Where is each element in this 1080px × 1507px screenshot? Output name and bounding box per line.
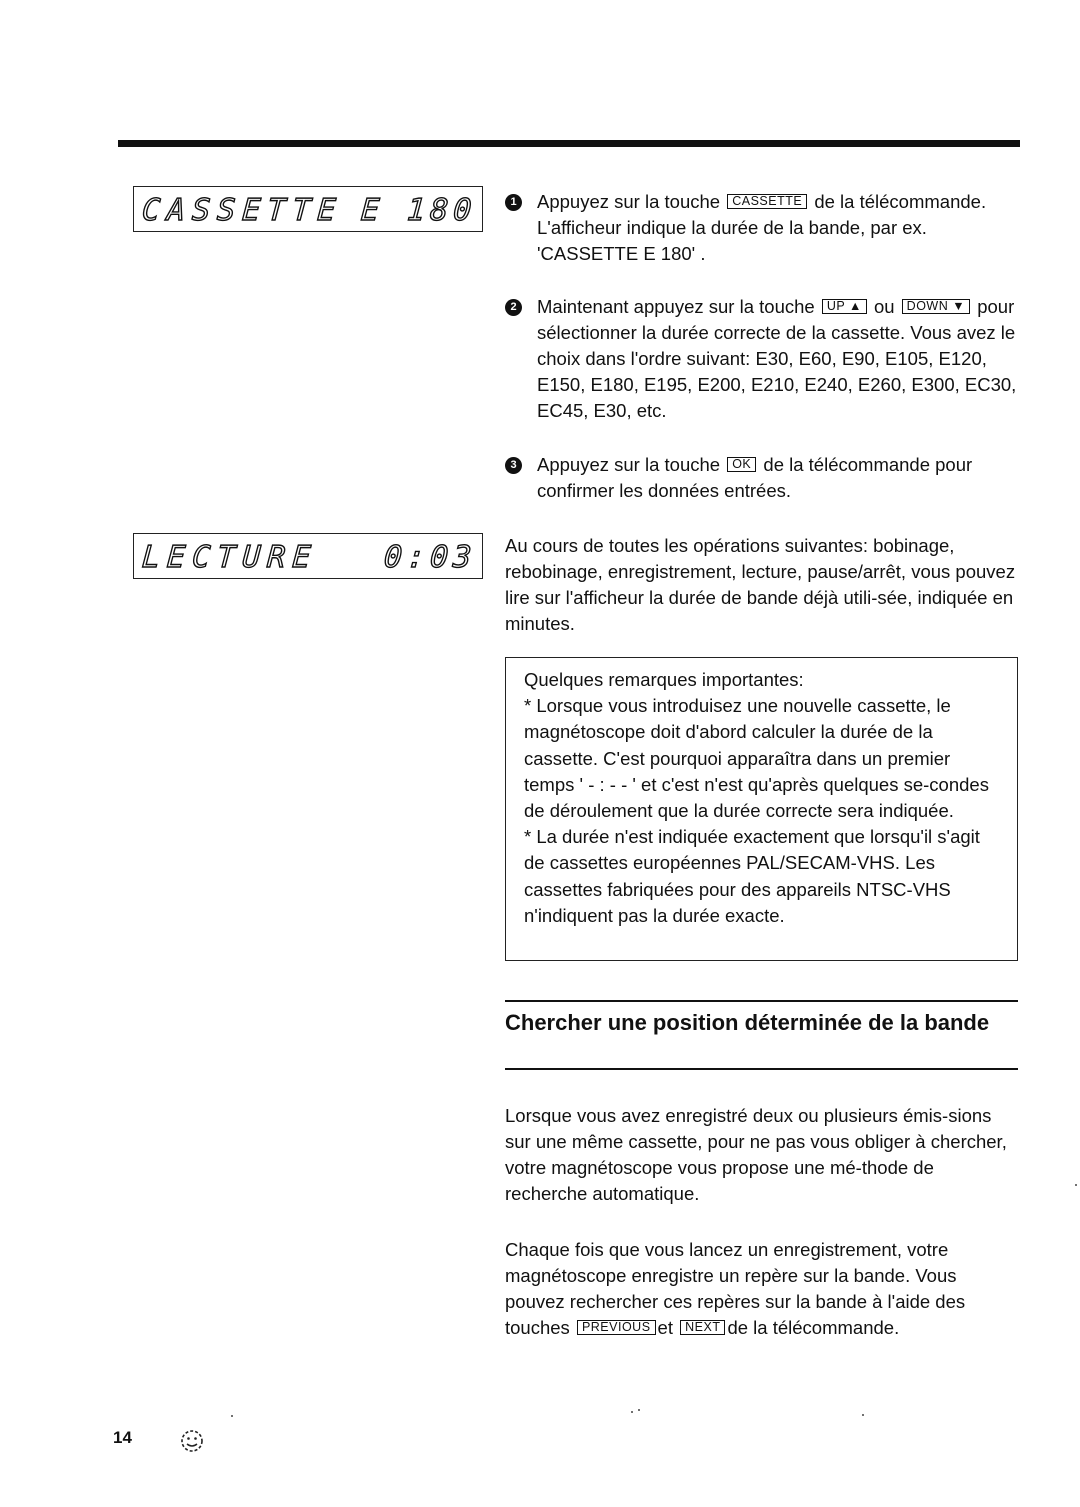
lcd-display-cassette: [133, 186, 483, 232]
scan-speck: [1075, 1184, 1077, 1186]
step-text: [537, 452, 1020, 504]
step-text-after: de la télécommande. L'afficheur indique la durée de la bande, par ex. 'CASSETTE E 180' .: [537, 191, 987, 264]
step-text-middle: ou: [873, 296, 895, 317]
counter-paragraph: Au cours de toutes les opérations suivantes: bobinage, rebobinage, enregistrement, lecture, pause/arrêt, vous pouvez lire sur l'afficheur la durée de bande déjà utili-sée, indiquée en minutes.: [505, 535, 1016, 634]
step-text-before: Appuyez sur la touche: [537, 454, 721, 475]
scan-speck: [231, 1415, 233, 1417]
scan-speck: [638, 1409, 640, 1411]
step-number-badge: 1: [505, 194, 522, 211]
lcd-display-right-text: 0:03: [382, 540, 478, 575]
next-key: NEXT: [680, 1320, 725, 1335]
top-rule: [118, 140, 1020, 147]
step-1: [505, 189, 1020, 267]
remarks-item: * Lorsque vous introduisez une nouvelle cassette, le magnétoscope doit d'abord calculer la durée de la cassette. C'est pourquoi apparaîtra dans un premier temps ' - : - - ' et c'est n'est qu'après quelques se-condes de déroulement que la durée correcte sera indiquée.: [524, 695, 989, 822]
search-keys-paragraph: [505, 1237, 1020, 1341]
lcd-display-left-text: CASSETTE: [140, 193, 344, 228]
scan-speck: [862, 1414, 864, 1416]
step-text: [537, 294, 1020, 424]
remarks-box: [505, 657, 1018, 961]
step-number-badge: 3: [505, 457, 522, 474]
step-2: [505, 294, 1020, 424]
step-text-after: pour sélectionner la durée correcte de la cassette. Vous avez le choix dans l'ordre suivant: E30, E60, E90, E105, E120, E150, E180, E195, E200, E210, E240, E260, E300, EC30, EC45, E30, etc.: [537, 296, 1017, 421]
lcd-display-left-text: LECTURE: [140, 540, 319, 575]
ok-key: OK: [727, 457, 756, 472]
step-number-badge: 2: [505, 299, 522, 316]
step-text-before: Maintenant appuyez sur la touche: [537, 296, 815, 317]
up-key: UP ▲: [822, 299, 867, 314]
section-rule-top: [505, 1000, 1018, 1002]
down-key: DOWN ▼: [902, 299, 970, 314]
paragraph-text-after: de la télécommande.: [727, 1317, 900, 1338]
step-text-before: Appuyez sur la touche: [537, 191, 721, 212]
paragraph-text-before: Chaque fois que vous lancez un enregistrement, votre magnétoscope enregistre un repère sur la bande. Vous pouvez rechercher ces repères sur la bande à l'aide des touches: [505, 1239, 966, 1338]
remarks-title: Quelques remarques importantes:: [524, 669, 804, 690]
section-heading: Chercher une position déterminée de la bande: [505, 1010, 990, 1035]
search-intro-paragraph: Lorsque vous avez enregistré deux ou plusieurs émis-sions sur une même cassette, pour ne pas vous obliger à chercher, votre magnétoscope vous propose une mé-thode de recherche automatique.: [505, 1105, 1007, 1204]
cassette-key: CASSETTE: [727, 194, 807, 209]
step-3: [505, 452, 1020, 504]
smiley-logo-icon: [177, 1426, 207, 1456]
scan-speck: [631, 1411, 633, 1413]
page-number: 14: [113, 1428, 132, 1447]
remarks-item: * La durée n'est indiquée exactement que lorsqu'il s'agit de cassettes européennes PAL/SECAM-VHS. Les cassettes fabriquées pour des appareils NTSC-VHS n'indiquent pas la durée exacte.: [524, 826, 980, 926]
section-rule-bottom: [505, 1068, 1018, 1070]
lcd-display-right-text: E 180: [359, 193, 478, 228]
step-text: [537, 189, 1020, 267]
paragraph-text-middle: et: [657, 1317, 673, 1338]
previous-key: PREVIOUS: [577, 1320, 656, 1335]
lcd-display-lecture: [133, 533, 483, 579]
step-text-after: de la télécommande pour confirmer les données entrées.: [537, 454, 973, 501]
